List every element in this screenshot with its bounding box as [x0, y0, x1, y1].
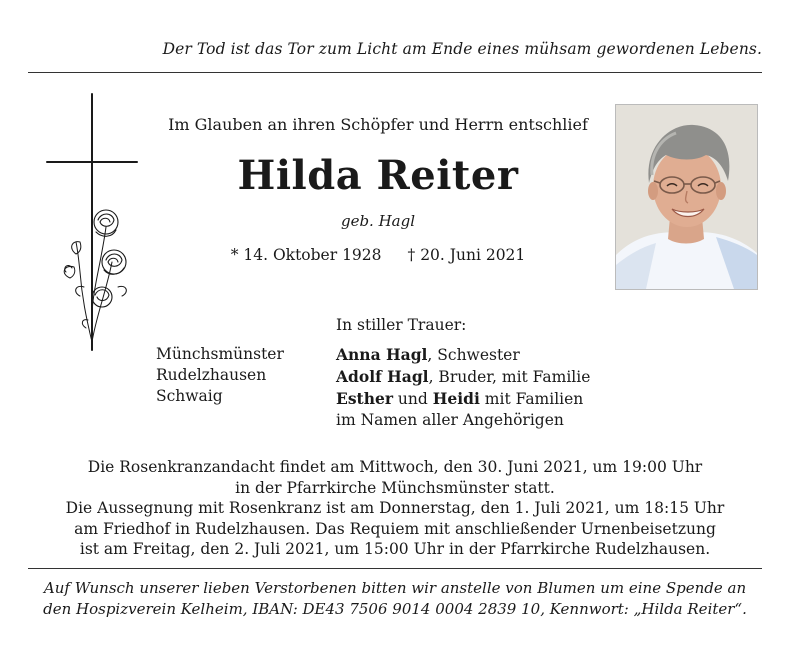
deceased-name: Hilda Reiter: [237, 152, 519, 199]
place-item: Rudelzhausen: [156, 366, 267, 384]
mourner-relation: mit Familien: [479, 390, 584, 408]
mourner-relation: im Namen aller Angehörigen: [336, 411, 564, 429]
mourner-line: [336, 366, 590, 388]
mourner-name: Anna Hagl: [336, 345, 428, 364]
cross-with-roses-icon: [46, 92, 138, 352]
mourner-line: [336, 410, 590, 431]
birth-date: * 14. Oktober 1928: [230, 246, 382, 264]
mourner-connector: und: [393, 390, 433, 408]
donation-line: den Hospizverein Kelheim, IBAN: DE43 7506 9014 0004 2839 10, Kennwort: „Hilda Reiter“.: [43, 600, 747, 618]
death-date: † 20. Juni 2021: [407, 246, 526, 264]
place-item: Münchsmünster: [156, 345, 284, 363]
service-line: ist am Freitag, den 2. Juli 2021, um 15:00 Uhr in der Pfarrkirche Rudelzhausen.: [79, 540, 711, 558]
top-divider: [28, 72, 762, 73]
mourner-relation: , Schwester: [427, 346, 520, 364]
mourners-list: [336, 344, 590, 431]
mourner-name: Adolf Hagl: [336, 367, 429, 386]
portrait-photo: [615, 104, 758, 290]
mourner-line: [336, 388, 590, 410]
donation-line: Auf Wunsch unserer lieben Verstorbenen bitten wir anstelle von Blumen um eine Spende an: [43, 579, 747, 597]
mourner-name: Heidi: [432, 389, 480, 408]
donation-request: [20, 578, 770, 620]
service-details: [20, 457, 770, 560]
service-line: in der Pfarrkirche Münchsmünster statt.: [235, 478, 555, 497]
mourning-header: In stiller Trauer:: [336, 316, 467, 334]
places-list: [156, 344, 284, 407]
mourner-relation: , Bruder, mit Familie: [428, 368, 591, 386]
mourner-line: [336, 344, 590, 366]
bottom-divider: [28, 568, 762, 569]
mourner-name: Esther: [336, 389, 393, 408]
place-item: Schwaig: [156, 387, 223, 405]
intro-text: Im Glauben an ihren Schöpfer und Herrn entschlief: [168, 115, 588, 134]
service-line: am Friedhof in Rudelzhausen. Das Requiem mit anschließender Urnenbeisetzung: [74, 519, 716, 538]
service-line: Die Rosenkranzandacht findet am Mittwoch, den 30. Juni 2021, um 19:00 Uhr: [87, 458, 703, 476]
life-dates: [140, 246, 616, 264]
maiden-name: geb. Hagl: [340, 212, 416, 230]
motto-quote: Der Tod ist das Tor zum Licht am Ende eines mühsam gewordenen Lebens.: [162, 40, 762, 58]
service-line: Die Aussegnung mit Rosenkranz ist am Donnerstag, den 1. Juli 2021, um 18:15 Uhr: [65, 499, 725, 517]
